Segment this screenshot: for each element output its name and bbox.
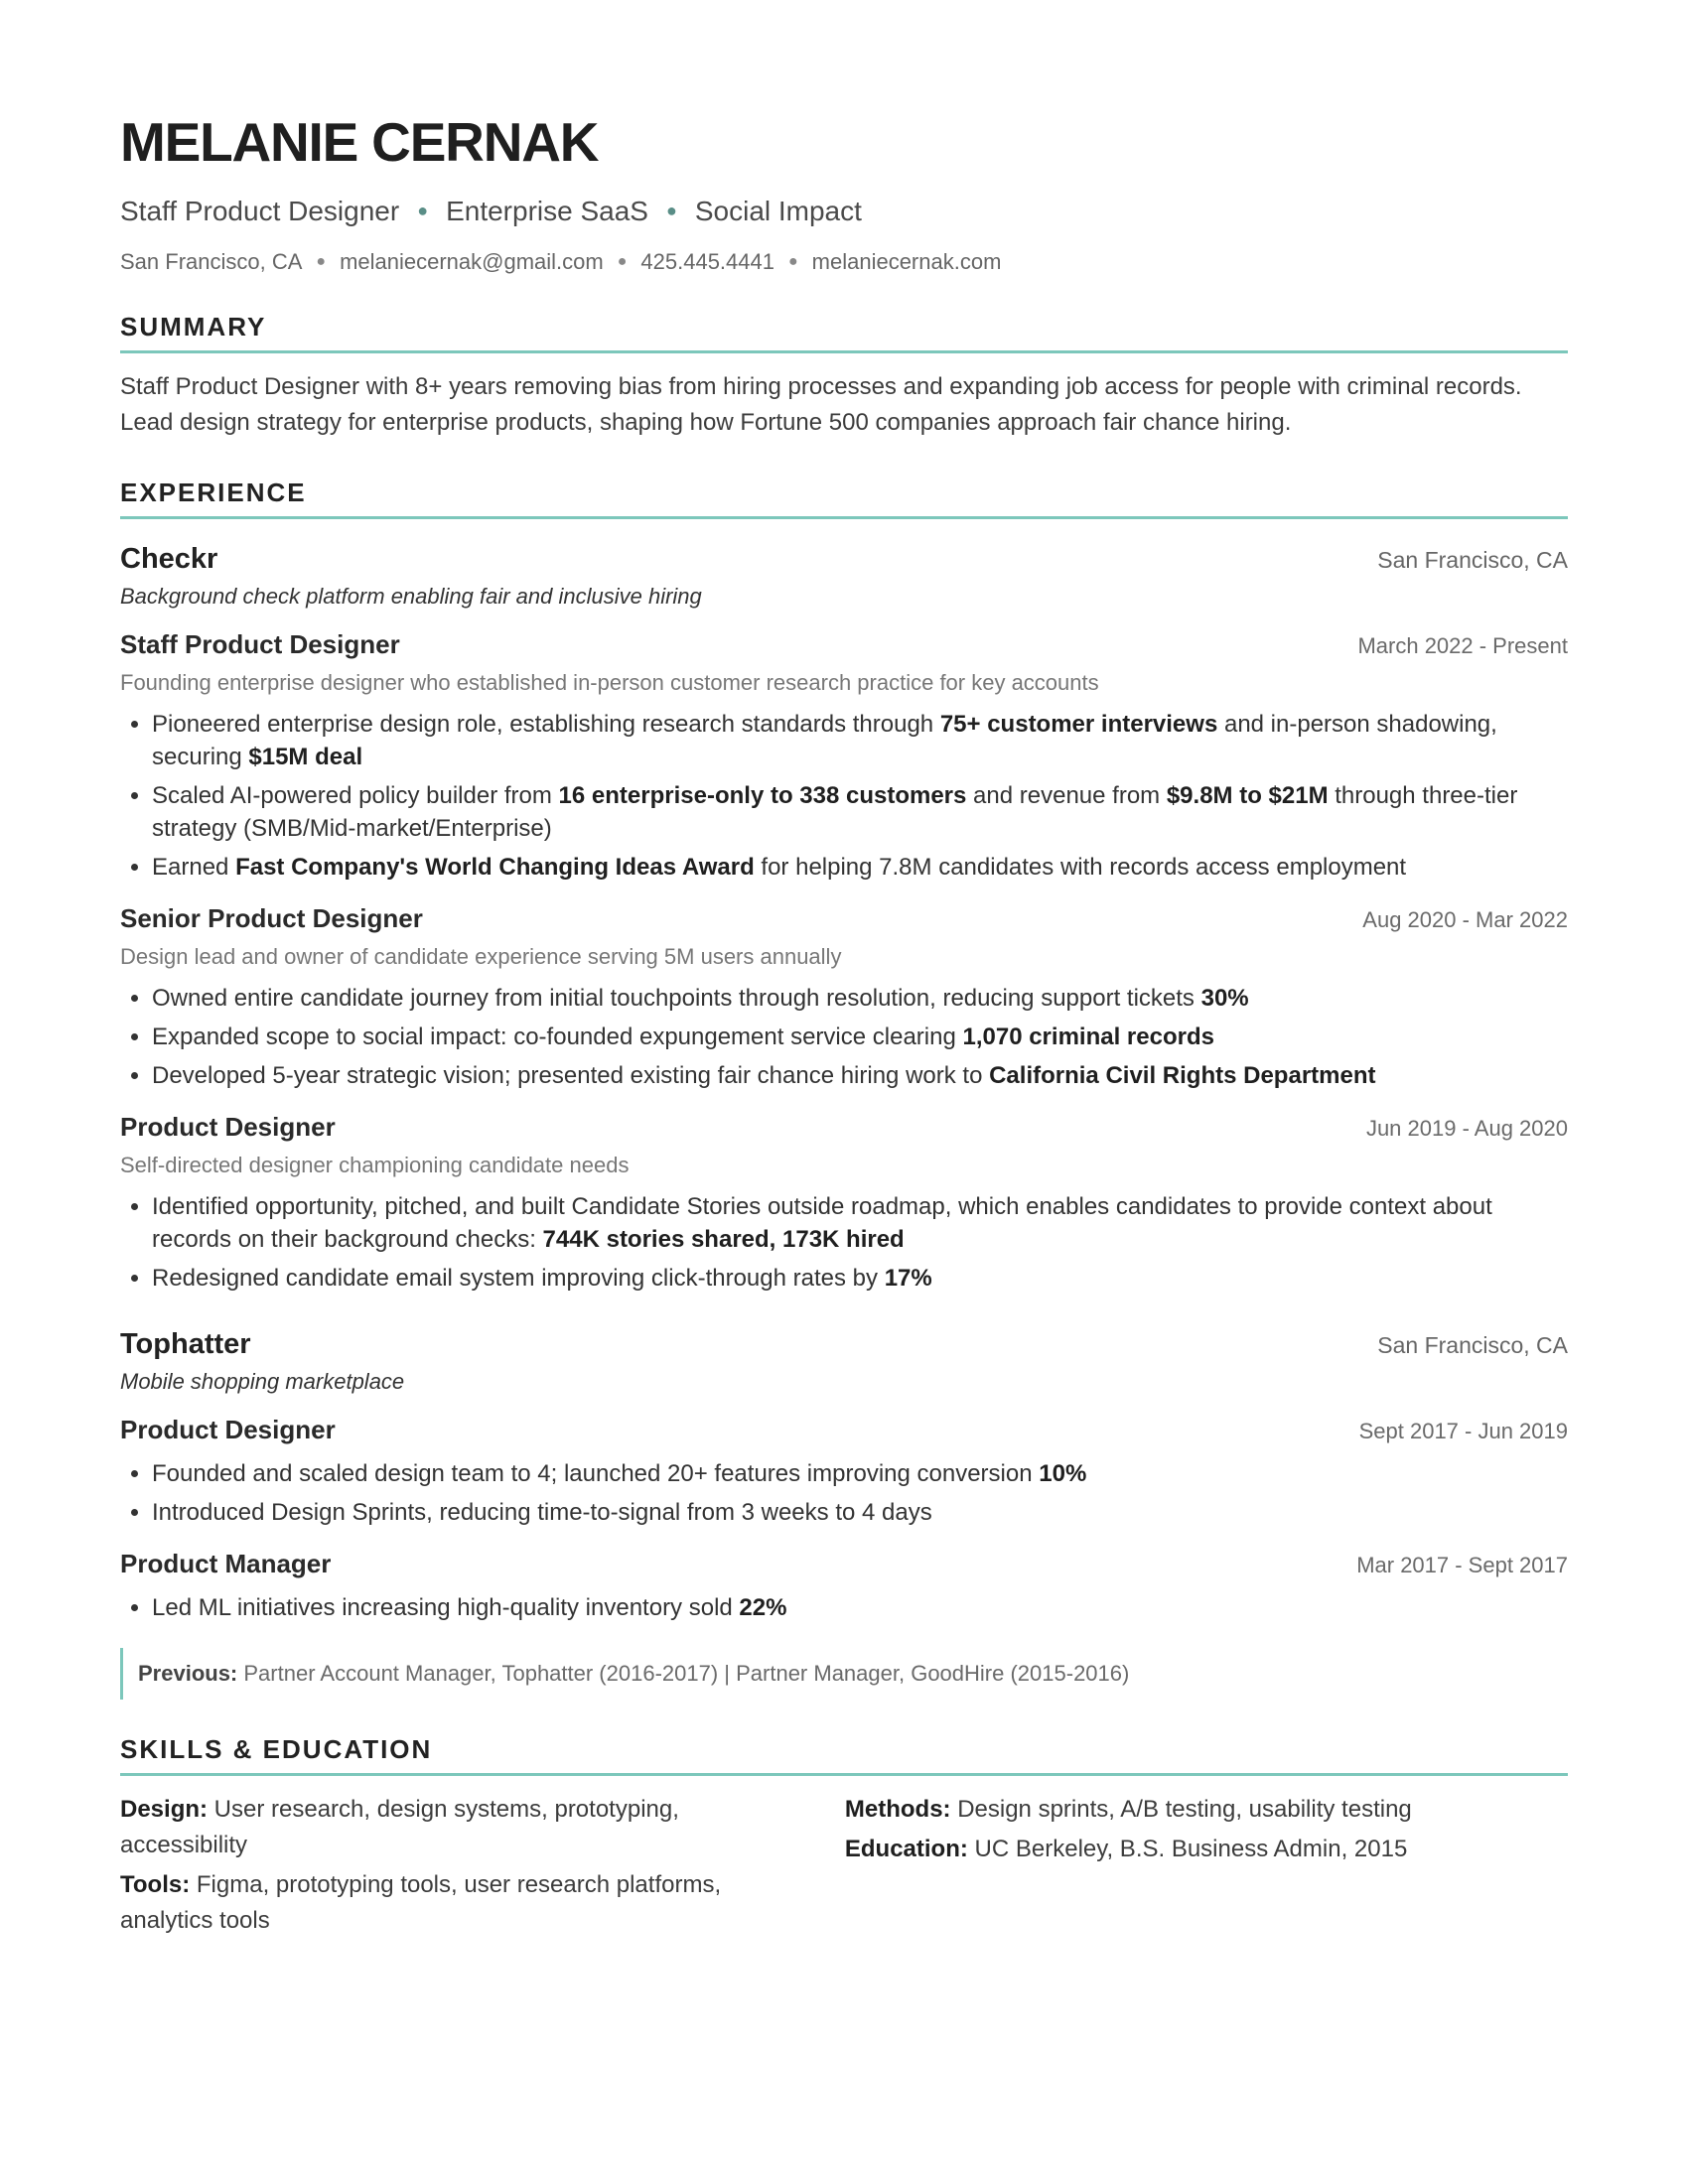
previous-label: Previous: xyxy=(138,1661,238,1686)
skills-education-section xyxy=(120,1733,1568,1943)
skill-value: Design sprints, A/B testing, usability testing xyxy=(950,1796,1412,1823)
bullet-text: Identified opportunity, pitched, and built Candidate Stories outside roadmap, which enables candidates to provide context about records on their background checks: xyxy=(152,1193,1492,1253)
skill-value: User research, design systems, prototyping, accessibility xyxy=(120,1796,679,1858)
tagline-item: Staff Product Designer xyxy=(120,196,400,226)
achievement-item xyxy=(152,1059,1568,1092)
role-title: Senior Product Designer xyxy=(120,903,423,933)
company-description: Background check platform enabling fair and inclusive hiring xyxy=(120,584,702,609)
skill-value: Figma, prototyping tools, user research platforms, analytics tools xyxy=(120,1871,722,1934)
contact-email[interactable]: melaniecernak@gmail.com xyxy=(340,249,604,274)
highlight-text: 744K stories shared, 173K hired xyxy=(542,1226,905,1253)
role-dates: Aug 2020 - Mar 2022 xyxy=(1362,907,1568,932)
tagline-item: Enterprise SaaS xyxy=(446,196,648,226)
role-header xyxy=(120,1112,1568,1143)
role-description: Self-directed designer championing candidate needs xyxy=(120,1153,630,1177)
section-divider xyxy=(120,350,1568,353)
contact-phone[interactable]: 425.445.4441 xyxy=(640,249,774,274)
skills-grid xyxy=(120,1792,1568,1943)
role-header xyxy=(120,1415,1568,1445)
company-location: San Francisco, CA xyxy=(1377,1332,1568,1358)
achievement-item xyxy=(152,1262,1568,1295)
company-header xyxy=(120,543,1568,576)
bullet-dot-icon: ● xyxy=(787,253,798,270)
role-header xyxy=(120,629,1568,660)
bullet-text: and revenue from xyxy=(966,782,1167,809)
bullet-text: Founded and scaled design team to 4; launched 20+ features improving conversion xyxy=(152,1460,1040,1487)
achievement-list xyxy=(120,1591,1568,1624)
role-block xyxy=(120,1549,1568,1624)
role-title: Product Designer xyxy=(120,1415,336,1444)
bullet-text: Pioneered enterprise design role, establishing research standards through xyxy=(152,711,940,738)
company-block xyxy=(120,1328,1568,1624)
skill-education xyxy=(845,1832,1568,1867)
company-location: San Francisco, CA xyxy=(1377,547,1568,573)
contact-location: San Francisco, CA xyxy=(120,249,303,274)
company-header xyxy=(120,1328,1568,1361)
role-description: Design lead and owner of candidate experience serving 5M users annually xyxy=(120,944,842,969)
achievement-item xyxy=(152,779,1568,845)
skill-label: Design: xyxy=(120,1796,209,1823)
achievement-item xyxy=(152,708,1568,773)
company-block xyxy=(120,543,1568,1295)
bullet-dot-icon: ● xyxy=(665,201,677,220)
role-block xyxy=(120,903,1568,1092)
section-divider xyxy=(120,516,1568,519)
achievement-item xyxy=(152,851,1568,884)
role-header xyxy=(120,1549,1568,1579)
skills-column-left xyxy=(120,1792,845,1943)
bullet-text: Expanded scope to social impact: co-founded expungement service clearing xyxy=(152,1024,963,1050)
role-dates: Jun 2019 - Aug 2020 xyxy=(1365,1116,1568,1141)
highlight-text: 10% xyxy=(1039,1460,1087,1487)
summary-text: Staff Product Designer with 8+ years removing bias from hiring processes and expanding job access for people with criminal records. Lead design strategy for enterprise products, shaping how Fortune 500 companies approach fair chance hiring. xyxy=(120,373,1522,436)
skill-tools xyxy=(120,1867,785,1939)
bullet-text: Owned entire candidate journey from initial touchpoints through resolution, reducing support tickets xyxy=(152,985,1201,1012)
skill-label: Tools: xyxy=(120,1871,191,1898)
role-dates: Mar 2017 - Sept 2017 xyxy=(1356,1553,1568,1577)
achievement-list xyxy=(120,1190,1568,1295)
bullet-text: Redesigned candidate email system improving click-through rates by xyxy=(152,1265,885,1292)
highlight-text: $15M deal xyxy=(248,744,363,770)
contact-website[interactable]: melaniecernak.com xyxy=(811,249,1002,274)
achievement-item xyxy=(152,1021,1568,1053)
section-divider xyxy=(120,1773,1568,1776)
highlight-text: 22% xyxy=(739,1594,787,1621)
highlight-text: 1,070 criminal records xyxy=(962,1024,1214,1050)
experience-section xyxy=(120,477,1568,1700)
role-description: Founding enterprise designer who established in-person customer research practice for key accounts xyxy=(120,670,1099,695)
company-description: Mobile shopping marketplace xyxy=(120,1369,405,1394)
skill-methods xyxy=(845,1792,1568,1828)
bullet-text: Earned xyxy=(152,854,236,881)
achievement-item xyxy=(152,1190,1568,1256)
role-dates: March 2022 - Present xyxy=(1357,633,1568,658)
highlight-text: California Civil Rights Department xyxy=(989,1062,1376,1089)
tagline-item: Social Impact xyxy=(694,196,862,226)
skills-column-right xyxy=(845,1792,1568,1943)
bullet-text: Led ML initiatives increasing high-quality inventory sold xyxy=(152,1594,740,1621)
company-name: Checkr xyxy=(120,543,218,575)
highlight-text: 30% xyxy=(1200,985,1249,1012)
company-name: Tophatter xyxy=(120,1328,251,1360)
section-title: EXPERIENCE xyxy=(120,478,307,507)
companies-list xyxy=(120,543,1568,1624)
skill-design xyxy=(120,1792,785,1863)
highlight-text: 16 enterprise-only to 338 customers xyxy=(558,782,967,809)
candidate-name: MELANIE CERNAK xyxy=(120,111,599,173)
achievement-list xyxy=(120,982,1568,1092)
role-dates: Sept 2017 - Jun 2019 xyxy=(1358,1419,1568,1443)
bullet-text: for helping 7.8M candidates with records access employment xyxy=(754,854,1407,881)
role-title: Staff Product Designer xyxy=(120,629,400,659)
achievement-item xyxy=(152,1496,1568,1529)
previous-text: Partner Account Manager, Tophatter (2016-2017) | Partner Manager, GoodHire (2015-2016) xyxy=(237,1661,1130,1686)
achievement-item xyxy=(152,982,1568,1015)
bullet-text: through three-tier strategy (SMB/Mid-market/Enterprise) xyxy=(152,782,1518,842)
role-block xyxy=(120,1112,1568,1295)
bullet-dot-icon: ● xyxy=(417,201,429,220)
achievement-list xyxy=(120,1457,1568,1529)
skill-label: Education: xyxy=(844,1836,968,1862)
tagline xyxy=(120,193,1568,229)
bullet-text: and in-person shadowing, securing xyxy=(152,711,1497,770)
role-title: Product Manager xyxy=(120,1549,332,1578)
bullet-text: Developed 5-year strategic vision; presented existing fair chance hiring work to xyxy=(152,1062,990,1089)
section-title: SUMMARY xyxy=(120,312,267,341)
previous-roles xyxy=(120,1648,1568,1700)
achievement-item xyxy=(152,1457,1568,1490)
highlight-text: $9.8M to $21M xyxy=(1166,782,1329,809)
bullet-dot-icon: ● xyxy=(617,253,628,270)
achievement-list xyxy=(120,708,1568,884)
role-header xyxy=(120,903,1568,934)
highlight-text: Fast Company's World Changing Ideas Award xyxy=(235,854,755,881)
bullet-text: Scaled AI-powered policy builder from xyxy=(152,782,559,809)
role-title: Product Designer xyxy=(120,1112,336,1142)
bullet-dot-icon: ● xyxy=(316,253,327,270)
role-block xyxy=(120,1415,1568,1529)
highlight-text: 75+ customer interviews xyxy=(939,711,1218,738)
highlight-text: 17% xyxy=(884,1265,932,1292)
role-block xyxy=(120,629,1568,884)
bullet-text: Introduced Design Sprints, reducing time-to-signal from 3 weeks to 4 days xyxy=(152,1499,932,1526)
summary-section xyxy=(120,311,1568,441)
achievement-item xyxy=(152,1591,1568,1624)
section-title: SKILLS & EDUCATION xyxy=(120,1734,433,1764)
contact-line xyxy=(120,247,1568,277)
skill-label: Methods: xyxy=(844,1796,951,1823)
skill-value: UC Berkeley, B.S. Business Admin, 2015 xyxy=(967,1836,1408,1862)
